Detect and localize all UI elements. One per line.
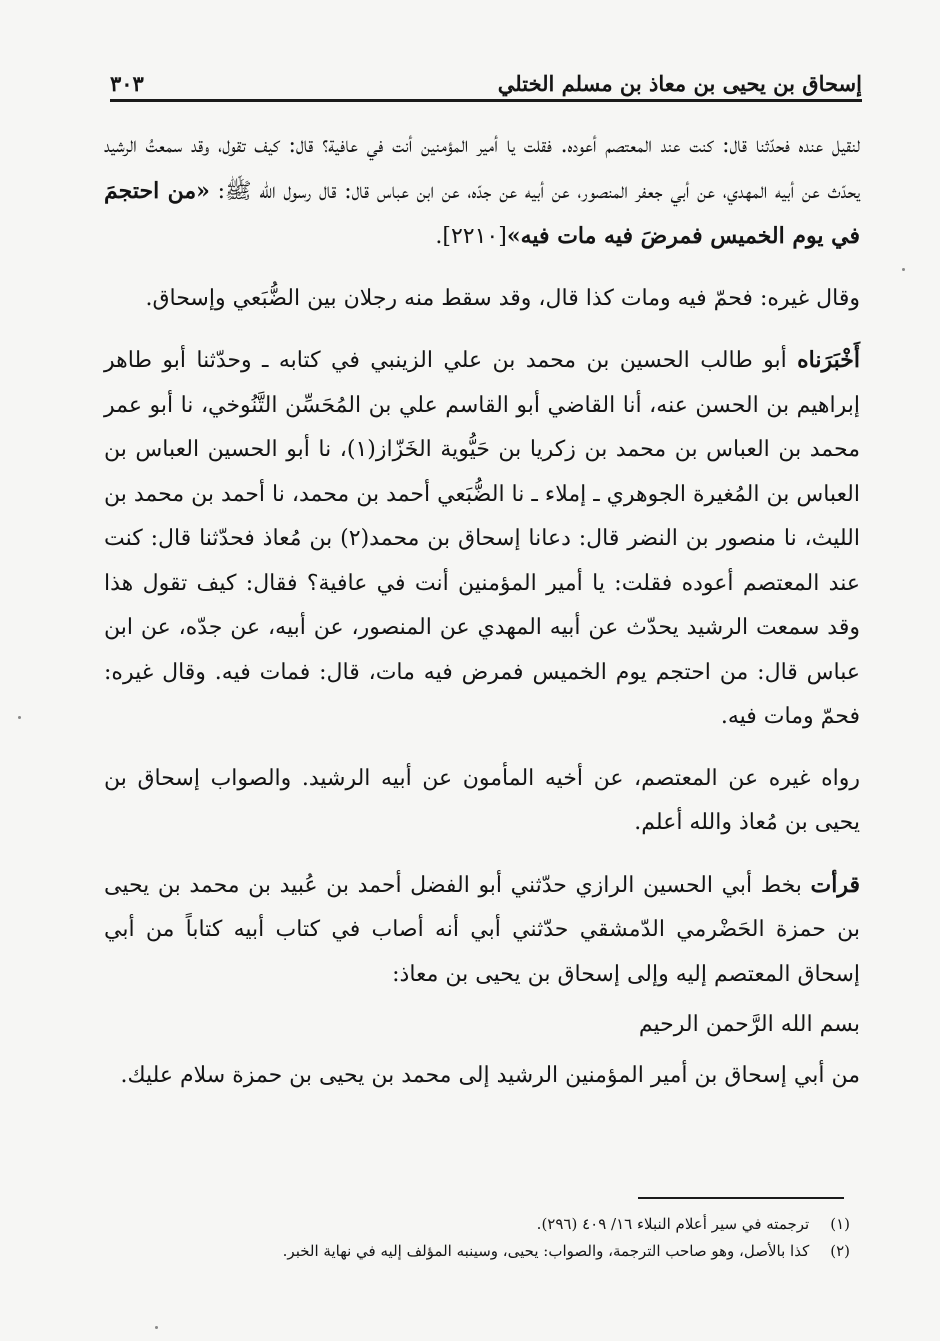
footnote-2-text: كذا بالأصل، وهو صاحب الترجمة، والصواب: يحيى، وسينبه المؤلف إليه في نهاية الخبر. bbox=[282, 1242, 810, 1260]
footnotes bbox=[150, 1211, 850, 1265]
running-header bbox=[110, 56, 862, 96]
header-rule bbox=[110, 99, 862, 102]
basmala-text: بسم الله الرَّحمن الرحيم bbox=[638, 1012, 860, 1037]
paragraph-7-text: من أبي إسحاق بن أمير المؤمنين الرشيد إلى محمد بن يحيى بن حمزة سلام عليك. bbox=[120, 1062, 860, 1088]
footnote-1-text: ترجمته في سير أعلام النبلاء ١٦/ ٤٠٩ (٢٩٦). bbox=[536, 1215, 810, 1233]
hadith-text: «من احتجمَ في يوم الخميس فمرضَ فيه مات فيه» bbox=[104, 177, 860, 249]
body-text bbox=[104, 124, 860, 1115]
paragraph-3 bbox=[104, 338, 860, 740]
paragraph-4 bbox=[104, 757, 860, 846]
paragraph-5 bbox=[104, 863, 860, 998]
footnote-2 bbox=[150, 1238, 850, 1265]
paragraph-3-text: أبو طالب الحسين بن محمد بن علي الزينبي في كتابه ـ وحدّثنا أبو طاهر إبراهيم بن الحسن عنه، أنا القاضي أبو القاسم علي بن المُحَسِّن التَّنُوخي، نا أبو عمر محمد بن العباس بن محمد بن زكريا بن حَيُّوية الخَزّاز(١)، نا أبو الحسين العباس بن العباس بن المُغيرة الجوهري ـ إملاء ـ نا الضُّبَعي أحمد بن محمد، نا أحمد بن محمد بن الليث، نا منصور بن النضر قال: دعانا إسحاق بن محمد(٢) بن مُعاذ فحدّثنا قال: كنت عند المعتصم أعوده فقلت: يا أمير المؤمنين أنت في عافية؟ فقال: كيف تقول هذا وقد سمعت الرشيد يحدّث عن أبيه المهدي عن المنصور، عن أبيه، عن جدّه، عن ابن عباس قال: من احتجم يوم الخميس فمرض فيه مات، قال: فمات فيه. وقال غيره: فحمّ ومات فيه. bbox=[104, 348, 861, 729]
footnote-2-number: (٢) bbox=[830, 1242, 850, 1260]
scan-speck bbox=[18, 716, 21, 719]
paragraph-4-text: رواه غيره عن المعتصم، عن أخيه المأمون عن أبيه الرشيد. والصواب إسحاق بن يحيى بن مُعاذ والله أعلم. bbox=[104, 765, 860, 835]
hadith-number: [٢٢١٠]. bbox=[435, 224, 507, 249]
paragraph-3-lead-word: أَخْبَرَناه bbox=[797, 347, 860, 373]
paragraph-2-text: وقال غيره: فحمّ فيه ومات كذا قال، وقد سقط منه رجلان بين الضُّبَعي وإسحاق. bbox=[145, 285, 860, 311]
paragraph-2 bbox=[104, 277, 860, 322]
scan-speck bbox=[155, 1326, 158, 1329]
paragraph-7 bbox=[104, 1054, 860, 1099]
paragraph-1-text: لنقيل عنده فحدّثنا قال: كنت عند المعتصم أعوده. فقلت يا أمير المؤمنين أنت في عافية؟ قال: كيف تقول، وقد سمعتُ الرشيد يحدّث عن أبيه المهدي، عن أبي جعفر المنصور، عن أبيه عن جدّه، عن ابن عباس قال: قال رسول الله ﷺ: bbox=[104, 133, 860, 204]
page-number: ٣٠٣ bbox=[110, 71, 144, 96]
footnote-rule bbox=[638, 1197, 844, 1199]
basmala bbox=[104, 1003, 860, 1048]
paragraph-5-text: بخط أبي الحسين الرازي حدّثني أبو الفضل أحمد بن عُبيد بن محمد بن يحيى بن حمزة الحَضْرمي الدّمشقي حدّثني أبي أنه أصاب في كتاب أبيه كتاباً من أبي إسحاق المعتصم إليه وإلى إسحاق بن يحيى بن معاذ: bbox=[104, 872, 860, 987]
footnote-1 bbox=[150, 1211, 850, 1238]
paragraph-5-lead-word: قرأت bbox=[810, 871, 860, 898]
paragraph-1 bbox=[104, 124, 860, 260]
scan-speck bbox=[902, 268, 905, 271]
footnote-1-number: (١) bbox=[830, 1215, 850, 1233]
running-title: إسحاق بن يحيى بن معاذ بن مسلم الختلي bbox=[497, 71, 862, 96]
